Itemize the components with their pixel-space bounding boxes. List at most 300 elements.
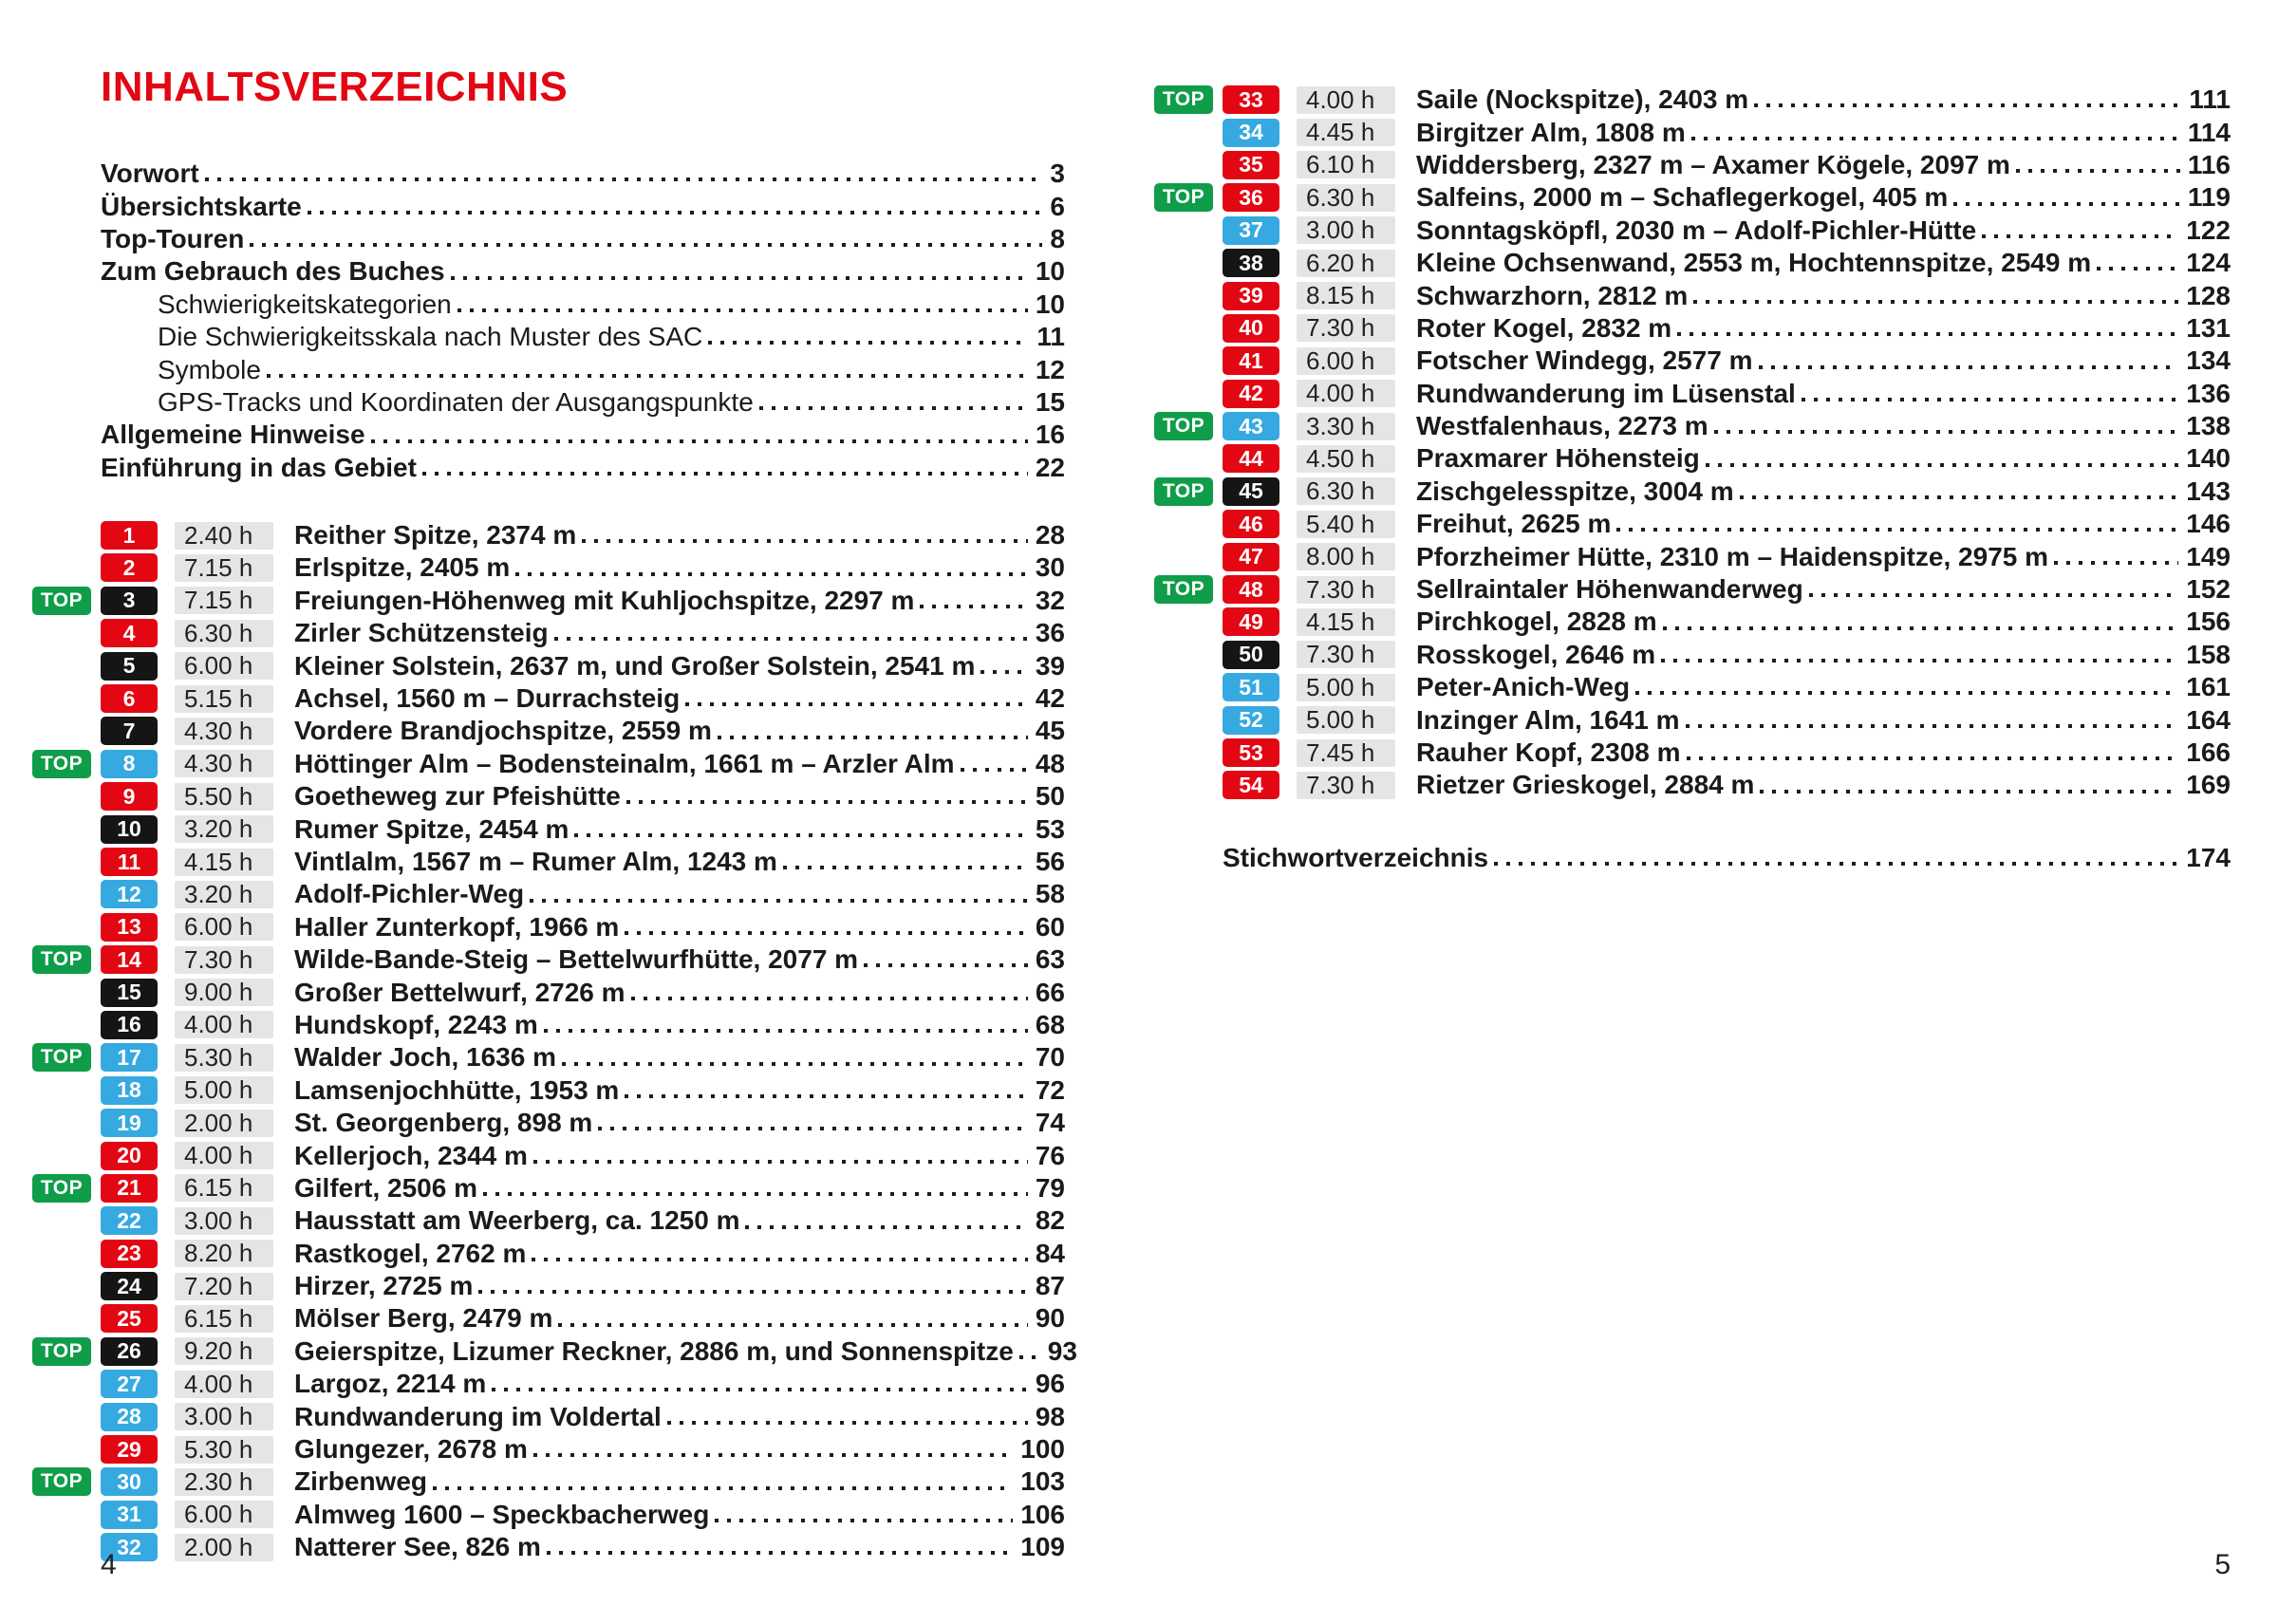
tour-time: 8.15 h xyxy=(1297,282,1395,309)
index-row xyxy=(1223,842,2231,874)
tour-time: 6.30 h xyxy=(1297,477,1395,505)
tour-time: 4.15 h xyxy=(175,849,273,876)
leader-dots xyxy=(533,1160,1028,1164)
leader-dots xyxy=(205,177,1043,181)
top-badge: TOP xyxy=(1154,85,1213,114)
tour-page-number: 79 xyxy=(1035,1172,1065,1203)
tour-time: 5.40 h xyxy=(1297,511,1395,538)
tour-title: Geierspitze, Lizumer Reckner, 2886 m, und Sonnenspitze xyxy=(294,1335,1014,1366)
tour-title: Largoz, 2214 m xyxy=(294,1369,487,1399)
tour-number-badge: 37 xyxy=(1223,216,1279,245)
tour-page-number: 114 xyxy=(2187,117,2231,147)
tour-row xyxy=(40,1465,1065,1498)
tour-time: 6.00 h xyxy=(175,913,273,941)
top-badge: TOP xyxy=(32,1174,91,1203)
tour-time: 8.00 h xyxy=(1297,543,1395,570)
leader-dots xyxy=(1663,626,2179,630)
tour-number-badge: 21 xyxy=(101,1174,158,1203)
tour-number-badge: 15 xyxy=(101,979,158,1007)
tour-title: Rietzer Grieskogel, 2884 m xyxy=(1416,770,1755,800)
tour-time: 9.00 h xyxy=(175,979,273,1006)
leader-dots xyxy=(562,1062,1028,1066)
tour-time: 4.45 h xyxy=(1297,119,1395,146)
leader-dots xyxy=(533,1453,1013,1457)
tour-page-number: 53 xyxy=(1035,813,1065,844)
front-matter-page-number: 22 xyxy=(1035,452,1065,482)
leader-dots xyxy=(745,1225,1027,1229)
tour-page-number: 60 xyxy=(1035,911,1065,942)
tour-number-badge: 13 xyxy=(101,913,158,942)
tour-page-number: 58 xyxy=(1035,879,1065,909)
front-matter-page-number: 16 xyxy=(1035,420,1065,450)
tour-page-number: 82 xyxy=(1035,1205,1065,1236)
front-matter-page-number: 10 xyxy=(1035,256,1065,287)
tour-title: Kellerjoch, 2344 m xyxy=(294,1140,528,1170)
tour-title: Zirler Schützensteig xyxy=(294,618,549,648)
tour-title: Rastkogel, 2762 m xyxy=(294,1238,527,1268)
leader-dots xyxy=(1693,300,2178,304)
tour-number-badge: 19 xyxy=(101,1109,158,1137)
tour-time: 4.30 h xyxy=(175,718,273,745)
leader-dots xyxy=(961,768,1028,772)
tour-number-badge: 11 xyxy=(101,848,158,876)
leader-dots xyxy=(433,1486,1013,1490)
tour-row xyxy=(101,911,1065,943)
tour-time: 4.00 h xyxy=(175,1011,273,1038)
leader-dots xyxy=(308,211,1043,215)
tour-number-badge: 40 xyxy=(1223,314,1279,343)
tour-number-badge: 34 xyxy=(1223,119,1279,147)
tour-page-number: 36 xyxy=(1035,618,1065,648)
tour-time: 4.00 h xyxy=(175,1371,273,1398)
leader-dots xyxy=(2016,169,2180,173)
tour-page-number: 68 xyxy=(1035,1009,1065,1039)
leader-dots xyxy=(1494,862,2178,866)
tour-number-badge: 31 xyxy=(101,1501,158,1529)
tour-title: Erlspitze, 2405 m xyxy=(294,552,511,583)
tour-page-number: 87 xyxy=(1035,1271,1065,1301)
tour-time: 4.50 h xyxy=(1297,445,1395,473)
tour-time: 7.20 h xyxy=(175,1273,273,1300)
leader-dots xyxy=(547,1551,1013,1555)
leader-dots xyxy=(667,1421,1028,1425)
tour-row xyxy=(101,1009,1065,1041)
tour-page-number: 96 xyxy=(1035,1369,1065,1399)
tour-number-badge: 44 xyxy=(1223,444,1279,473)
front-matter-label: Top-Touren xyxy=(101,223,245,253)
tour-row xyxy=(101,976,1065,1008)
tour-page-number: 158 xyxy=(2186,639,2231,669)
leader-dots xyxy=(2054,561,2178,565)
leader-dots xyxy=(422,472,1028,476)
tour-row xyxy=(1223,540,2231,572)
tour-time: 3.20 h xyxy=(175,815,273,843)
tour-page-number: 50 xyxy=(1035,781,1065,812)
tour-number-badge: 41 xyxy=(1223,346,1279,375)
tour-page-number: 136 xyxy=(2186,378,2231,408)
tour-page-number: 146 xyxy=(2186,509,2231,539)
tour-number-badge: 45 xyxy=(1223,477,1279,506)
tour-row xyxy=(1223,639,2231,671)
tour-number-badge: 36 xyxy=(1223,183,1279,212)
tour-page-number: 161 xyxy=(2186,672,2231,702)
tour-title: Widdersberg, 2327 m – Axamer Kögele, 2097 m xyxy=(1416,149,2010,179)
front-matter-label: Allgemeine Hinweise xyxy=(101,420,365,450)
tour-page-number: 111 xyxy=(2189,84,2231,115)
tour-time: 4.30 h xyxy=(175,750,273,777)
tour-time: 4.00 h xyxy=(1297,380,1395,407)
front-matter-label: Zum Gebrauch des Buches xyxy=(101,256,445,287)
tour-time: 6.00 h xyxy=(175,652,273,680)
leader-dots xyxy=(685,702,1028,706)
tour-row xyxy=(40,748,1065,780)
tour-row xyxy=(101,812,1065,845)
leader-dots xyxy=(1686,724,2179,728)
tour-title: Praxmarer Höhensteig xyxy=(1416,443,1700,474)
tour-title: Rauher Kopf, 2308 m xyxy=(1416,737,1681,767)
tour-row xyxy=(1223,149,2231,181)
tour-title: Glungezer, 2678 m xyxy=(294,1434,528,1465)
tour-page-number: 63 xyxy=(1035,944,1065,975)
tour-title: St. Georgenberg, 898 m xyxy=(294,1108,593,1138)
tour-row xyxy=(1223,247,2231,279)
leader-dots xyxy=(598,1127,1028,1130)
tour-row xyxy=(1162,476,2231,508)
page-title: INHALTSVERZEICHNIS xyxy=(101,64,569,110)
front-matter-list xyxy=(101,158,1065,484)
leader-dots xyxy=(1691,137,2180,140)
leader-dots xyxy=(1760,790,2178,793)
tour-time: 7.15 h xyxy=(175,554,273,582)
tour-row xyxy=(1223,769,2231,801)
tour-time: 3.20 h xyxy=(175,881,273,908)
tour-title: Peter-Anich-Weg xyxy=(1416,672,1631,702)
tour-page-number: 128 xyxy=(2186,280,2231,310)
leader-dots xyxy=(478,1290,1028,1294)
tour-number-badge: 9 xyxy=(101,782,158,811)
tour-time: 6.00 h xyxy=(175,1501,273,1528)
tour-time: 7.30 h xyxy=(1297,576,1395,604)
tour-page-number: 42 xyxy=(1035,683,1065,714)
leader-dots xyxy=(492,1388,1028,1391)
tour-title: Rundwanderung im Voldertal xyxy=(294,1401,662,1431)
leader-dots xyxy=(515,572,1028,576)
tour-page-number: 138 xyxy=(2186,411,2231,441)
front-matter-page-number: 10 xyxy=(1035,289,1065,319)
tour-number-badge: 43 xyxy=(1223,412,1279,440)
leader-dots xyxy=(1706,463,2178,467)
top-badge: TOP xyxy=(1154,477,1213,506)
tour-number-badge: 26 xyxy=(101,1337,158,1366)
tour-time: 7.30 h xyxy=(1297,641,1395,668)
tour-row xyxy=(101,519,1065,551)
tour-row xyxy=(101,1238,1065,1270)
tour-title: Salfeins, 2000 m – Schaflegerkogel, 405 m xyxy=(1416,182,1949,213)
front-matter-row xyxy=(101,289,1065,321)
leader-dots xyxy=(864,963,1028,967)
tour-time: 2.00 h xyxy=(175,1110,273,1137)
tour-time: 7.45 h xyxy=(1297,739,1395,767)
tour-title: Haller Zunterkopf, 1966 m xyxy=(294,911,620,942)
top-badge: TOP xyxy=(32,1337,91,1366)
front-matter-row xyxy=(101,419,1065,451)
tour-number-badge: 54 xyxy=(1223,771,1279,799)
index-label: Stichwortverzeichnis xyxy=(1223,842,1489,872)
tour-time: 2.00 h xyxy=(175,1534,273,1561)
leader-dots xyxy=(1802,398,2178,401)
tour-row xyxy=(101,878,1065,910)
tour-row xyxy=(1223,345,2231,377)
tour-row xyxy=(101,649,1065,681)
tour-row xyxy=(1223,116,2231,148)
tour-title: Vintlalm, 1567 m – Rumer Alm, 1243 m xyxy=(294,847,777,876)
tour-row xyxy=(1223,279,2231,311)
tour-page-number: 109 xyxy=(1020,1532,1065,1562)
top-badge: TOP xyxy=(32,1043,91,1072)
tour-row xyxy=(1162,573,2231,606)
tour-number-badge: 1 xyxy=(101,521,158,550)
tour-page-number: 124 xyxy=(2186,248,2231,278)
tour-title: Pirchkogel, 2828 m xyxy=(1416,607,1657,637)
tour-number-badge: 25 xyxy=(101,1304,158,1333)
tour-time: 6.15 h xyxy=(175,1305,273,1333)
leader-dots xyxy=(1616,528,2178,532)
leader-dots xyxy=(631,997,1028,1000)
tour-page-number: 106 xyxy=(1020,1499,1065,1529)
leader-dots xyxy=(582,539,1028,543)
top-badge: TOP xyxy=(32,945,91,974)
right-page-column xyxy=(1162,84,2231,874)
tour-number-badge: 17 xyxy=(101,1043,158,1072)
top-badge: TOP xyxy=(32,750,91,778)
tour-number-badge: 30 xyxy=(101,1467,158,1496)
tour-page-number: 122 xyxy=(2186,215,2231,245)
tour-number-badge: 7 xyxy=(101,717,158,745)
leader-dots xyxy=(783,866,1028,869)
leader-dots xyxy=(708,341,1029,345)
tour-title: Hundskopf, 2243 m xyxy=(294,1009,538,1039)
tour-number-badge: 35 xyxy=(1223,151,1279,179)
tour-number-badge: 18 xyxy=(101,1076,158,1105)
tour-title: Freihut, 2625 m xyxy=(1416,509,1612,539)
leader-dots xyxy=(558,1323,1028,1327)
tour-title: Birgitzer Alm, 1808 m xyxy=(1416,117,1686,147)
front-matter-label: Symbole xyxy=(158,354,261,384)
tour-title: Großer Bettelwurf, 2726 m xyxy=(294,977,626,1007)
front-matter-page-number: 3 xyxy=(1050,159,1065,189)
tour-time: 4.15 h xyxy=(1297,608,1395,636)
tour-title: Höttinger Alm – Bodensteinalm, 1661 m – Arzler Alm xyxy=(294,748,955,778)
tour-title: Zirbenweg xyxy=(294,1466,428,1497)
tour-page-number: 72 xyxy=(1035,1074,1065,1105)
front-matter-row xyxy=(101,386,1065,419)
leader-dots xyxy=(980,670,1027,674)
tour-title: Schwarzhorn, 2812 m xyxy=(1416,280,1689,310)
tour-page-number: 98 xyxy=(1035,1401,1065,1431)
leader-dots xyxy=(718,736,1028,739)
leader-dots xyxy=(530,899,1028,903)
tour-row xyxy=(101,1270,1065,1302)
tour-number-badge: 24 xyxy=(101,1272,158,1300)
tour-number-badge: 23 xyxy=(101,1240,158,1268)
tour-number-badge: 28 xyxy=(101,1403,158,1431)
tour-row xyxy=(101,1074,1065,1107)
tour-time: 7.30 h xyxy=(1297,314,1395,342)
tour-time: 5.00 h xyxy=(1297,674,1395,701)
tour-page-number: 28 xyxy=(1035,520,1065,551)
tour-row xyxy=(40,585,1065,617)
tour-title: Mölser Berg, 2479 m xyxy=(294,1303,553,1334)
tour-time: 4.00 h xyxy=(175,1142,273,1169)
tour-time: 3.00 h xyxy=(175,1207,273,1235)
leader-dots xyxy=(574,833,1027,837)
leader-dots xyxy=(626,800,1028,804)
tour-number-badge: 39 xyxy=(1223,282,1279,310)
tour-row xyxy=(1162,181,2231,214)
tour-page-number: 30 xyxy=(1035,552,1065,583)
tour-row xyxy=(40,1172,1065,1204)
tour-time: 5.00 h xyxy=(1297,706,1395,734)
tour-row xyxy=(101,1302,1065,1335)
tour-time: 9.20 h xyxy=(175,1337,273,1365)
index-page-number: 174 xyxy=(2186,842,2231,872)
tour-title: Almweg 1600 – Speckbacherweg xyxy=(294,1499,710,1529)
tour-page-number: 152 xyxy=(2186,574,2231,605)
tour-time: 7.30 h xyxy=(175,946,273,974)
tour-time: 8.20 h xyxy=(175,1240,273,1267)
top-badge: TOP xyxy=(32,587,91,615)
tour-page-number: 116 xyxy=(2187,149,2231,179)
front-matter-row xyxy=(101,321,1065,353)
tour-number-badge: 29 xyxy=(101,1435,158,1464)
front-matter-label: GPS-Tracks und Koordinaten der Ausgangspunkte xyxy=(158,386,754,417)
tour-time: 5.30 h xyxy=(175,1044,273,1072)
tour-page-number: 103 xyxy=(1020,1466,1065,1497)
tour-page-number: 93 xyxy=(1047,1335,1077,1366)
front-matter-label: Schwierigkeitskategorien xyxy=(158,289,452,319)
tour-time: 3.00 h xyxy=(1297,216,1395,244)
tour-number-badge: 52 xyxy=(1223,706,1279,735)
tour-page-number: 48 xyxy=(1035,748,1065,778)
leader-dots xyxy=(554,637,1028,641)
footer-page-number-right: 5 xyxy=(2214,1549,2231,1580)
tour-number-badge: 46 xyxy=(1223,510,1279,538)
leader-dots xyxy=(457,308,1028,312)
tour-time: 5.15 h xyxy=(175,685,273,713)
tour-number-badge: 42 xyxy=(1223,380,1279,408)
tour-list-left xyxy=(40,519,1077,1564)
tour-time: 6.20 h xyxy=(1297,250,1395,277)
front-matter-row xyxy=(101,223,1065,255)
tour-title: Lamsenjochhütte, 1953 m xyxy=(294,1074,620,1105)
front-matter-label: Die Schwierigkeitsskala nach Muster des SAC xyxy=(158,322,703,352)
tour-row xyxy=(101,1368,1065,1400)
leader-dots xyxy=(715,1519,1013,1522)
tour-number-badge: 38 xyxy=(1223,249,1279,277)
tour-number-badge: 14 xyxy=(101,945,158,974)
leader-dots xyxy=(483,1192,1028,1196)
front-matter-label: Vorwort xyxy=(101,159,199,189)
tour-number-badge: 16 xyxy=(101,1011,158,1039)
tour-time: 6.30 h xyxy=(175,620,273,647)
tour-page-number: 166 xyxy=(2186,737,2231,767)
tour-row xyxy=(101,780,1065,812)
tour-page-number: 66 xyxy=(1035,977,1065,1007)
front-matter-row xyxy=(101,190,1065,222)
tour-page-number: 32 xyxy=(1035,585,1065,615)
tour-list-right xyxy=(1162,84,2231,802)
tour-title: Hirzer, 2725 m xyxy=(294,1271,474,1301)
tour-number-badge: 47 xyxy=(1223,543,1279,571)
tour-title: Inzinger Alm, 1641 m xyxy=(1416,704,1680,735)
front-matter-label: Einführung in das Gebiet xyxy=(101,452,417,482)
tour-page-number: 39 xyxy=(1035,650,1065,681)
tour-title: Zischgelesspitze, 3004 m xyxy=(1416,476,1734,506)
leader-dots xyxy=(1754,103,2181,107)
tour-title: Walder Joch, 1636 m xyxy=(294,1042,556,1073)
tour-page-number: 169 xyxy=(2186,770,2231,800)
tour-row xyxy=(101,1531,1065,1563)
leader-dots xyxy=(759,406,1028,410)
tour-page-number: 84 xyxy=(1035,1238,1065,1268)
tour-title: Goetheweg zur Pfeishütte xyxy=(294,781,621,812)
leader-dots xyxy=(451,276,1028,280)
top-badge: TOP xyxy=(32,1467,91,1496)
tour-number-badge: 6 xyxy=(101,684,158,713)
front-matter-label: Übersichtskarte xyxy=(101,191,302,221)
tour-row xyxy=(1223,215,2231,247)
tour-number-badge: 49 xyxy=(1223,607,1279,636)
tour-row xyxy=(101,1204,1065,1237)
tour-row xyxy=(1223,737,2231,769)
leader-dots xyxy=(1677,332,2178,336)
tour-number-badge: 32 xyxy=(101,1533,158,1561)
tour-row xyxy=(101,617,1065,649)
tour-number-badge: 4 xyxy=(101,619,158,647)
front-matter-page-number: 8 xyxy=(1050,223,1065,253)
tour-title: Saile (Nockspitze), 2403 m xyxy=(1416,84,1749,115)
tour-number-badge: 51 xyxy=(1223,673,1279,701)
tour-title: Gilfert, 2506 m xyxy=(294,1172,477,1203)
tour-time: 5.30 h xyxy=(175,1436,273,1464)
leader-dots xyxy=(544,1029,1028,1033)
tour-row xyxy=(1162,84,2231,116)
leader-dots xyxy=(1740,495,2179,499)
tour-number-badge: 5 xyxy=(101,652,158,681)
tour-row xyxy=(101,551,1065,584)
tour-title: Sellraintaler Höhenwanderweg xyxy=(1416,574,1803,605)
tour-page-number: 149 xyxy=(2186,541,2231,571)
tour-title: Hausstatt am Weerberg, ca. 1250 m xyxy=(294,1205,740,1236)
tour-time: 6.30 h xyxy=(1297,184,1395,212)
tour-page-number: 164 xyxy=(2186,704,2231,735)
leader-dots xyxy=(625,1094,1028,1098)
tour-row xyxy=(1223,312,2231,345)
leader-dots xyxy=(1019,1355,1040,1359)
tour-number-badge: 2 xyxy=(101,553,158,582)
leader-dots xyxy=(1661,659,2178,663)
tour-page-number: 45 xyxy=(1035,716,1065,746)
leader-dots xyxy=(1953,202,2180,206)
tour-page-number: 134 xyxy=(2186,345,2231,376)
tour-number-badge: 3 xyxy=(101,587,158,615)
tour-title: Rumer Spitze, 2454 m xyxy=(294,813,570,844)
tour-page-number: 90 xyxy=(1035,1303,1065,1334)
footer-page-number-left: 4 xyxy=(101,1549,117,1580)
leader-dots xyxy=(267,374,1028,378)
tour-number-badge: 22 xyxy=(101,1206,158,1235)
tour-row xyxy=(1223,378,2231,410)
